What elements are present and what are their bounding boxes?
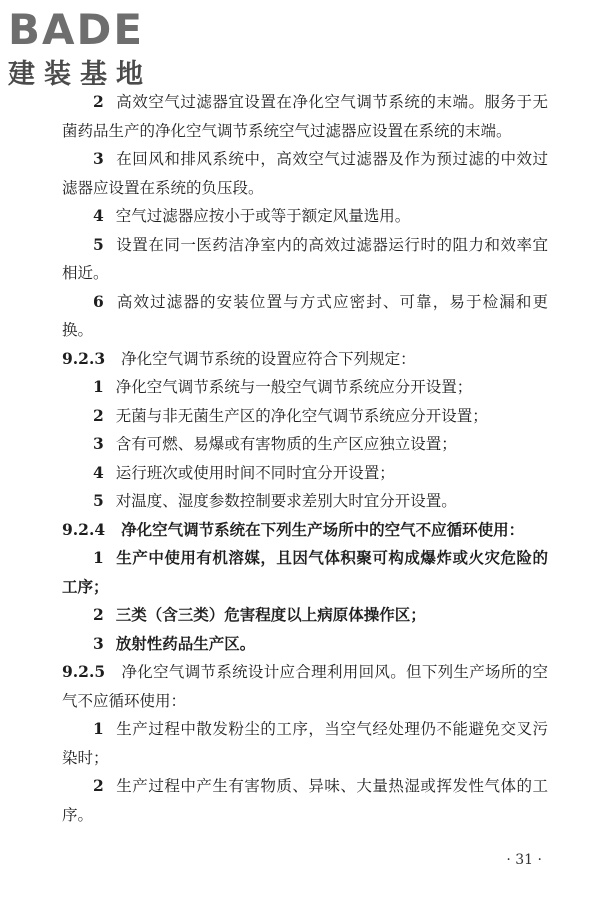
clause-paragraph [62, 630, 548, 659]
clause-number: 1 [93, 719, 104, 738]
clause-number: 4 [93, 462, 104, 482]
clause-text: 生产过程中散发粉尘的工序，当空气经处理仍不能避免交叉污染时； [62, 720, 548, 767]
page-number: · 31 · [506, 852, 542, 868]
clause-paragraph [62, 601, 548, 630]
clause-text: 生产中使用有机溶媒，且因气体积聚可构成爆炸或火灾危险的工序； [62, 548, 548, 596]
clause-paragraph [62, 288, 548, 345]
clause-text: 在回风和排风系统中，高效空气过滤器及作为预过滤的中效过滤器应设置在系统的负压段。 [62, 150, 548, 197]
logo-chinese-text: 建装基地 [8, 59, 152, 90]
clause-paragraph [62, 345, 548, 374]
clause-text: 运行班次或使用时间不同时宜分开设置； [115, 463, 395, 482]
clause-text: 净化空气调节系统在下列生产场所中的空气不应循环使用： [121, 519, 525, 539]
clause-text: 无菌与非无菌生产区的净化空气调节系统应分开设置； [115, 406, 488, 425]
clause-text: 放射性药品生产区。 [115, 633, 256, 653]
clause-number: 1 [93, 548, 104, 567]
clause-number: 9.2.4 [62, 519, 106, 539]
clause-number: 9.2.3 [62, 348, 106, 368]
clause-paragraph [62, 145, 548, 202]
clause-paragraph [62, 487, 548, 516]
clause-number: 4 [93, 206, 104, 225]
clause-paragraph [62, 231, 548, 288]
clause-paragraph [62, 202, 548, 231]
clause-text: 对温度、湿度参数控制要求差别大时宜分开设置。 [115, 492, 457, 510]
clause-paragraph [62, 402, 548, 431]
bade-logo [8, 6, 183, 94]
clause-text: 高效过滤器的安装位置与方式应密封、可靠，易于检漏和更换。 [62, 292, 548, 339]
clause-text: 净化空气调节系统的设置应符合下列规定： [121, 349, 416, 368]
clause-paragraph [62, 459, 548, 488]
clause-number: 2 [93, 605, 104, 624]
clause-text: 净化空气调节系统与一般空气调节系统应分开设置； [115, 378, 473, 396]
clause-number: 2 [93, 92, 104, 111]
clause-number: 5 [93, 491, 104, 510]
clause-number: 3 [93, 149, 104, 168]
clause-text: 生产过程中产生有害物质、异味、大量热湿或挥发性气体的工序。 [62, 777, 548, 824]
clause-paragraph [62, 772, 548, 829]
clause-paragraph [62, 373, 548, 402]
clause-text: 设置在同一医药洁净室内的高效过滤器运行时的阻力和效率宜相近。 [62, 235, 548, 282]
clause-number: 3 [93, 434, 104, 453]
clause-number: 3 [93, 633, 104, 653]
clause-paragraph [62, 658, 548, 715]
clause-number: 2 [93, 405, 104, 425]
clause-text: 含有可燃、易爆或有害物质的生产区应独立设置； [115, 435, 457, 453]
clause-number: 2 [93, 776, 104, 795]
logo-wordmark: BADE [8, 5, 145, 54]
clause-number: 9.2.5 [62, 662, 106, 681]
clause-number: 1 [93, 377, 104, 396]
clause-number: 5 [93, 234, 104, 254]
clause-text: 高效空气过滤器宜设置在净化空气调节系统的末端。服务于无菌药品生产的净化空气调节系统空气过滤器应设置在系统的末端。 [62, 93, 548, 140]
clause-paragraph [62, 88, 548, 145]
clause-text: 净化空气调节系统设计应合理利用回风。但下列生产场所的空气不应循环使用： [62, 663, 548, 710]
clause-number: 6 [93, 291, 104, 311]
clause-text: 空气过滤器应按小于或等于额定风量选用。 [115, 207, 411, 225]
clause-paragraph [62, 544, 548, 601]
clause-paragraph [62, 516, 548, 545]
clause-text: 三类（含三类）危害程度以上病原体操作区； [115, 605, 426, 624]
clause-paragraph [62, 715, 548, 772]
clause-paragraph [62, 430, 548, 459]
document-body [62, 88, 548, 829]
